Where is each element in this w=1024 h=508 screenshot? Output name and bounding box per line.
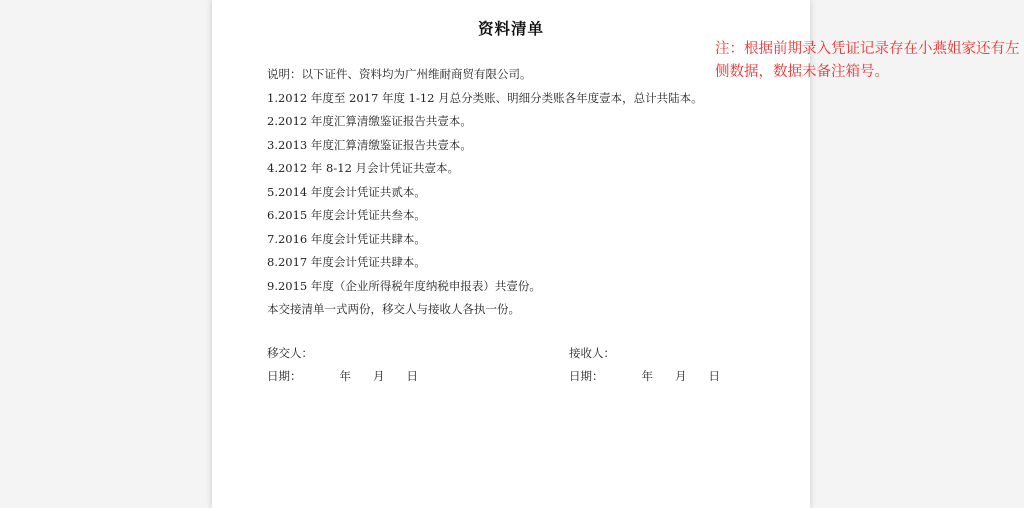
red-annotation-note: 注：根据前期录入凭证记录存在小燕姐家还有左侧数据，数据未备注箱号。 [715, 41, 1020, 80]
list-item: 1.2012 年度至 2017 年度 1-12 月总分类账、明细分类账各年度壹本，总计共陆本。 [267, 90, 703, 105]
month-label: 月 [373, 369, 385, 383]
list-item: 5.2014 年度会计凭证共贰本。 [267, 184, 426, 199]
list-item: 3.2013 年度汇算清缴鉴证报告共壹本。 [267, 137, 472, 152]
date-label: 日期： [569, 369, 604, 383]
transferor-signature-block [267, 344, 418, 390]
list-item: 2.2012 年度汇算清缴鉴证报告共壹本。 [267, 114, 472, 128]
month-label: 月 [675, 369, 687, 383]
list-item: 7.2016 年度会计凭证共肆本。 [267, 231, 426, 246]
date-label: 日期： [267, 369, 302, 383]
day-label: 日 [708, 369, 720, 383]
document-body [267, 65, 787, 324]
receiver-label: 接收人： [569, 346, 615, 360]
closing-line: 本交接清单一式两份，移交人与接收人各执一份。 [267, 302, 520, 316]
year-label: 年 [339, 369, 351, 383]
day-label: 日 [406, 369, 418, 383]
intro-line: 说明：以下证件、资料均为广州维耐商贸有限公司。 [267, 67, 532, 81]
transferor-date [267, 367, 418, 390]
receiver-signature-block [569, 344, 720, 390]
document-title: 资料清单 [477, 19, 544, 38]
list-item: 6.2015 年度会计凭证共叁本。 [267, 208, 426, 222]
list-item: 9.2015 年度（企业所得税年度纳税申报表）共壹份。 [267, 278, 541, 293]
list-item: 8.2017 年度会计凭证共肆本。 [267, 255, 426, 269]
receiver-date [569, 367, 720, 390]
transferor-label: 移交人： [267, 346, 313, 360]
year-label: 年 [641, 369, 653, 383]
list-item: 4.2012 年 8-12 月会计凭证共壹本。 [267, 161, 460, 175]
